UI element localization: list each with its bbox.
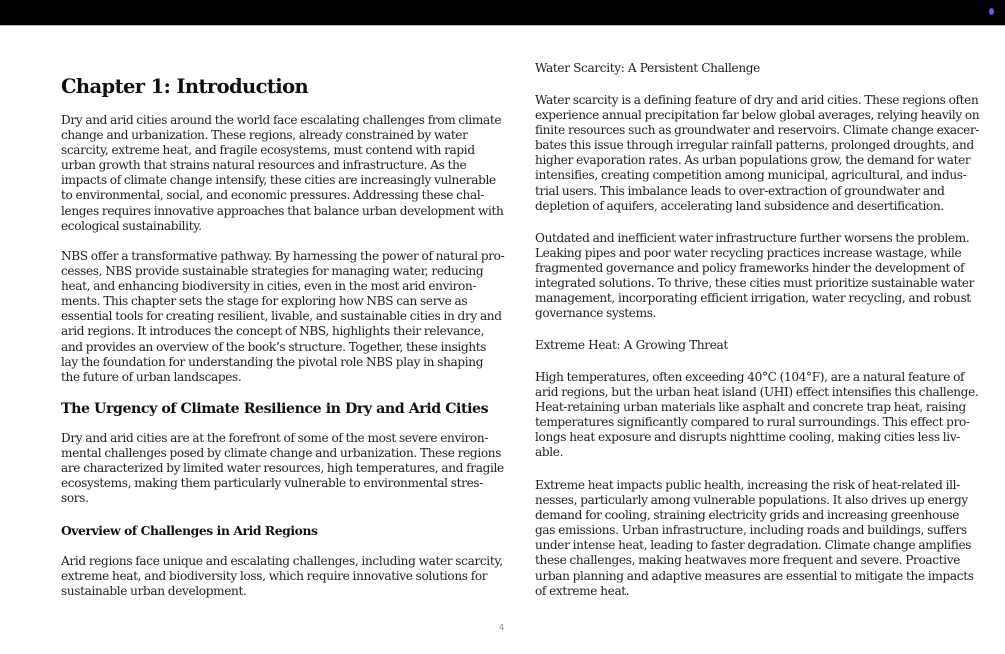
- text-line: of extreme heat.: [535, 583, 630, 598]
- text-line: demand for cooling, straining electricity grids and increasing greenhouse: [535, 508, 960, 523]
- page-number: 4: [499, 623, 505, 632]
- text-line: finite resources such as groundwater and reservoirs. Climate change exacer-: [535, 123, 980, 138]
- subsection-paragraph: [61, 554, 503, 599]
- text-line: ments. This chapter sets the stage for exploring how NBS can serve as: [61, 294, 468, 309]
- text-line: governance systems.: [535, 306, 657, 321]
- text-line: fragmented governance and policy frameworks hinder the development of: [535, 261, 965, 276]
- extreme-heat-heading: Extreme Heat: A Growing Threat: [535, 338, 728, 352]
- text-line: the future of urban landscapes.: [61, 369, 242, 384]
- text-line: sors.: [61, 491, 89, 506]
- water-paragraph-1: [535, 93, 979, 214]
- text-line: extreme heat, and biodiversity loss, which require innovative solutions for: [61, 569, 488, 584]
- document-page: [0, 26, 1005, 654]
- text-line: depletion of aquifers, accelerating land subsidence and desertification.: [535, 198, 944, 213]
- text-line: trial users. This imbalance leads to over-extraction of groundwater and: [535, 183, 945, 198]
- text-line: and provides an overview of the book’s structure. Together, these insights: [61, 339, 487, 354]
- viewer-top-bar: [0, 0, 1005, 26]
- text-line: cesses, NBS provide sustainable strategies for managing water, reducing: [61, 264, 484, 279]
- text-line: mental challenges posed by climate change and urbanization. These regions: [61, 446, 502, 461]
- text-line: temperatures significantly compared to rural surroundings. This effect pro-: [535, 415, 970, 430]
- text-line: Dry and arid cities are at the forefront of some of the most severe environ-: [61, 431, 489, 445]
- heat-paragraph-2: [535, 478, 974, 599]
- text-line: nesses, particularly among vulnerable populations. It also drives up energy: [535, 493, 968, 508]
- text-line: impacts of climate change intensify, these cities are increasingly vulnerable: [61, 173, 496, 188]
- text-line: Water scarcity is a defining feature of dry and arid cities. These regions often: [535, 93, 979, 107]
- text-line: arid regions, but the urban heat island (UHI) effect intensifies this challenge.: [535, 385, 979, 400]
- text-line: ecological sustainability.: [61, 218, 202, 233]
- text-line: heat, and enhancing biodiversity in cities, even in the most arid environ-: [61, 279, 477, 294]
- text-line: NBS offer a transformative pathway. By harnessing the power of natural pro-: [61, 249, 505, 263]
- section-paragraph: [61, 431, 504, 506]
- text-line: these challenges, making heatwaves more frequent and severe. Proactive: [535, 553, 961, 568]
- text-line: integrated solutions. To thrive, these cities must prioritize sustainable water: [535, 276, 975, 291]
- text-line: longs heat exposure and disrupts nighttime cooling, making cities less liv-: [535, 430, 961, 445]
- text-line: essential tools for creating resilient, livable, and sustainable cities in dry and: [61, 309, 502, 324]
- text-line: are characterized by limited water resources, high temperatures, and fragile: [61, 461, 504, 476]
- text-line: to environmental, social, and economic pressures. Addressing these chal-: [61, 188, 485, 203]
- subsection-heading: Overview of Challenges in Arid Regions: [61, 523, 318, 538]
- water-scarcity-heading: Water Scarcity: A Persistent Challenge: [535, 61, 760, 75]
- text-line: arid regions. It introduces the concept of NBS, highlights their relevance,: [61, 324, 484, 339]
- intro-paragraph-2: [61, 249, 504, 385]
- heat-paragraph-1: [535, 370, 978, 461]
- text-line: urban growth that strains natural resources and infrastructure. As the: [61, 158, 467, 173]
- text-line: Leaking pipes and poor water recycling practices increase wastage, while: [535, 246, 962, 261]
- text-line: lenges requires innovative approaches that balance urban development with: [61, 203, 504, 218]
- text-line: urban planning and adaptive measures are essential to mitigate the impacts: [535, 568, 974, 583]
- text-line: Outdated and inefficient water infrastructure further worsens the problem.: [535, 231, 970, 245]
- text-line: gas emissions. Urban infrastructure, including roads and buildings, suffers: [535, 523, 967, 538]
- text-line: experience annual precipitation far below global averages, relying heavily on: [535, 108, 980, 123]
- text-line: able.: [535, 445, 564, 460]
- text-line: change and urbanization. These regions, already constrained by water: [61, 128, 468, 143]
- text-line: sustainable urban development.: [61, 584, 247, 599]
- text-line: higher evaporation rates. As urban populations grow, the demand for water: [535, 153, 971, 168]
- text-line: ecosystems, making them particularly vulnerable to environmental stres-: [61, 476, 483, 491]
- text-line: bates this issue through irregular rainfall patterns, prolonged droughts, and: [535, 138, 974, 153]
- text-line: management, incorporating efficient irrigation, water recycling, and robust: [535, 291, 971, 306]
- water-paragraph-2: [535, 231, 974, 322]
- text-line: Arid regions face unique and escalating challenges, including water scarcity,: [61, 554, 503, 568]
- text-line: lay the foundation for understanding the pivotal role NBS play in shaping: [61, 354, 484, 369]
- text-line: under intense heat, leading to faster degradation. Climate change amplifies: [535, 538, 972, 553]
- section-heading: The Urgency of Climate Resilience in Dry and Arid Cities: [61, 401, 489, 417]
- intro-paragraph-1: [61, 113, 503, 234]
- text-line: Extreme heat impacts public health, increasing the risk of heat-related ill-: [535, 478, 960, 492]
- text-line: Heat-retaining urban materials like asphalt and concrete trap heat, raising: [535, 400, 966, 415]
- text-line: Dry and arid cities around the world face escalating challenges from climate: [61, 113, 502, 127]
- status-indicator-icon: [989, 8, 994, 15]
- chapter-title: Chapter 1: Introduction: [61, 75, 309, 98]
- text-line: scarcity, extreme heat, and fragile ecosystems, must contend with rapid: [61, 143, 475, 158]
- text-line: High temperatures, often exceeding 40°C (104°F), are a natural feature of: [535, 370, 965, 384]
- text-line: intensifies, creating competition among municipal, agricultural, and indus-: [535, 168, 967, 183]
